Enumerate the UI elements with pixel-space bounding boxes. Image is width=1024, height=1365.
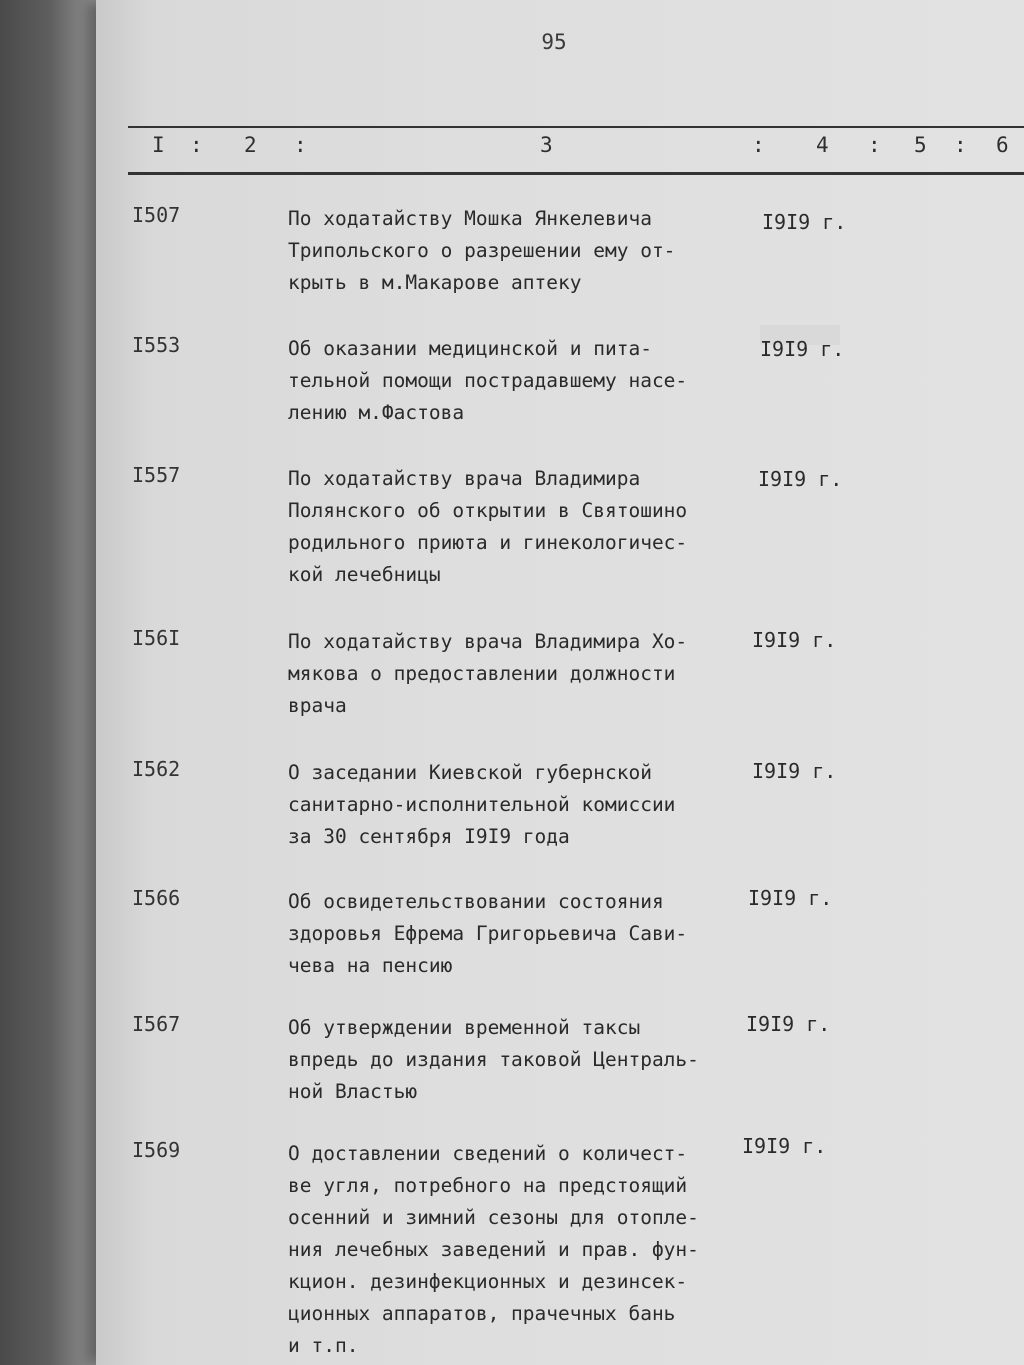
record-year: I9I9 г.: [762, 210, 847, 234]
record-title: О доставлении сведений о количест- ве угля, потребного на предстоящий осенний и зимний сезоны для отопле- ния лечебных заведений и прав. фун- кцион. дезинфекционных и дезинсек- ционных аппаратов, прачечных бань и т.п.: [288, 1142, 699, 1357]
record-title: Об оказании медицинской и пита- тельной помощи пострадавшему насе- лению м.Фастова: [288, 337, 688, 424]
header-separator: :: [954, 133, 967, 157]
record-number: I507: [132, 203, 181, 227]
record-title: О заседании Киевской губернской санитарно-исполнительной комиссии за 30 сентября I9I9 года: [288, 761, 676, 848]
record-title: Об утверждении временной таксы впредь до издания таковой Централь- ной Властью: [288, 1016, 699, 1103]
record-number: I569: [132, 1138, 181, 1162]
record-year: I9I9 г.: [742, 1134, 827, 1158]
record-year: I9I9 г.: [752, 628, 837, 652]
header-separator: :: [752, 133, 765, 157]
record-number: I567: [132, 1012, 181, 1036]
record-title: По ходатайству врача Владимира Полянского об открытии в Святошино родильного приюта и гинекологичес- кой лечебницы: [288, 467, 688, 586]
header-separator: :: [868, 133, 881, 157]
header-separator: :: [190, 133, 203, 157]
scanner-margin-shadow: [0, 0, 110, 1365]
header-col-4: 4: [816, 133, 829, 157]
record-title: По ходатайству Мошка Янкелевича Трипольского о разрешении ему от- крыть в м.Макарове аптеку: [288, 207, 676, 294]
page-number: 95: [541, 30, 567, 54]
header-col-3: 3: [540, 133, 553, 157]
record-year: I9I9 г.: [752, 759, 837, 783]
header-col-2: 2: [244, 133, 257, 157]
record-number: I566: [132, 886, 181, 910]
record-year: I9I9 г.: [760, 337, 845, 361]
record-year: I9I9 г.: [758, 467, 843, 491]
header-col-1: I: [152, 133, 165, 157]
record-number: I553: [132, 333, 181, 357]
header-bottom-rule: [128, 172, 1024, 175]
record-number: I56I: [132, 626, 181, 650]
header-separator: :: [294, 133, 307, 157]
record-title: Об освидетельствовании состояния здоровья Ефрема Григорьевича Сави- чева на пенсию: [288, 890, 688, 977]
header-col-6: 6: [996, 133, 1009, 157]
record-number: I557: [132, 463, 181, 487]
record-title: По ходатайству врача Владимира Хо- мякова о предоставлении должности врача: [288, 630, 688, 717]
record-number: I562: [132, 757, 181, 781]
record-year: I9I9 г.: [746, 1012, 831, 1036]
header-top-rule: [128, 126, 1024, 128]
header-col-5: 5: [914, 133, 927, 157]
record-year: I9I9 г.: [748, 886, 833, 910]
